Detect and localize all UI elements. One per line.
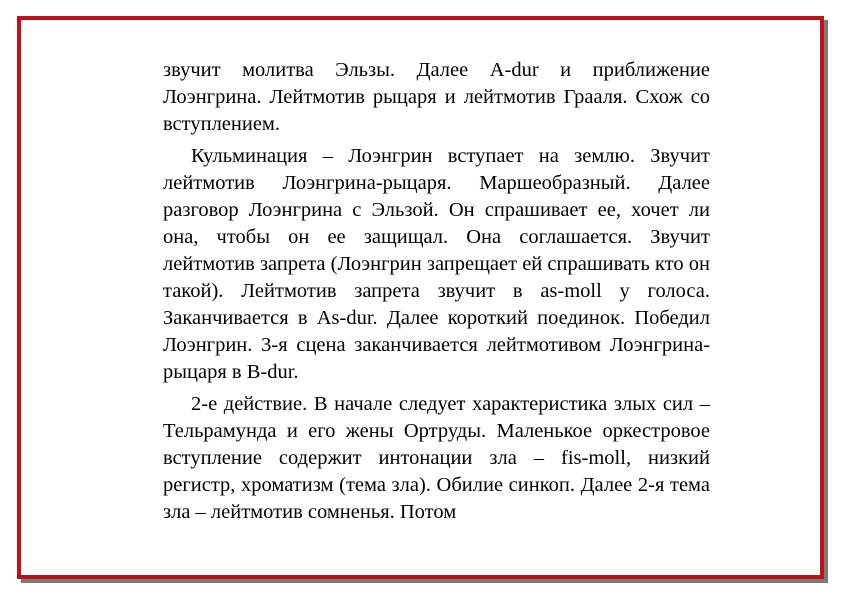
paragraph-2: Кульминация – Лоэнгрин вступает на землю. Звучит лейтмотив Лоэнгрина-рыцаря. Маршеобразный. Далее разговор Лоэнгрина с Эльзой. Он спрашивает ее, хочет ли она, чтобы он ее защищал. Она соглашается. Звучит лейтмотив запрета (Лоэнгрин запрещает ей спрашивать кто он такой). Лейтмотив запрета звучит в as-moll у голоса. Заканчивается в As-dur. Далее короткий поединок. Победил Лоэнгрин. 3-я сцена заканчивается лейтмотивом Лоэнгрина-рыцаря в B-dur. [163,145,710,383]
paragraph-3: 2-е действие. В начале следует характеристика злых сил – Тельрамунда и его жены Ортруды. Маленькое оркестровое вступление содержит интонации зла – fis-moll, низкий регистр, хроматизм (тема зла). Обилие синкоп. Далее 2-я тема зла – лейтмотив сомненья. Потом [163,393,710,523]
paragraph-1: звучит молитва Эльзы. Далее A-dur и приближение Лоэнгрина. Лейтмотив рыцаря и лейтмотив Грааля. Схож со вступлением. [163,59,710,135]
text-body [163,57,710,531]
